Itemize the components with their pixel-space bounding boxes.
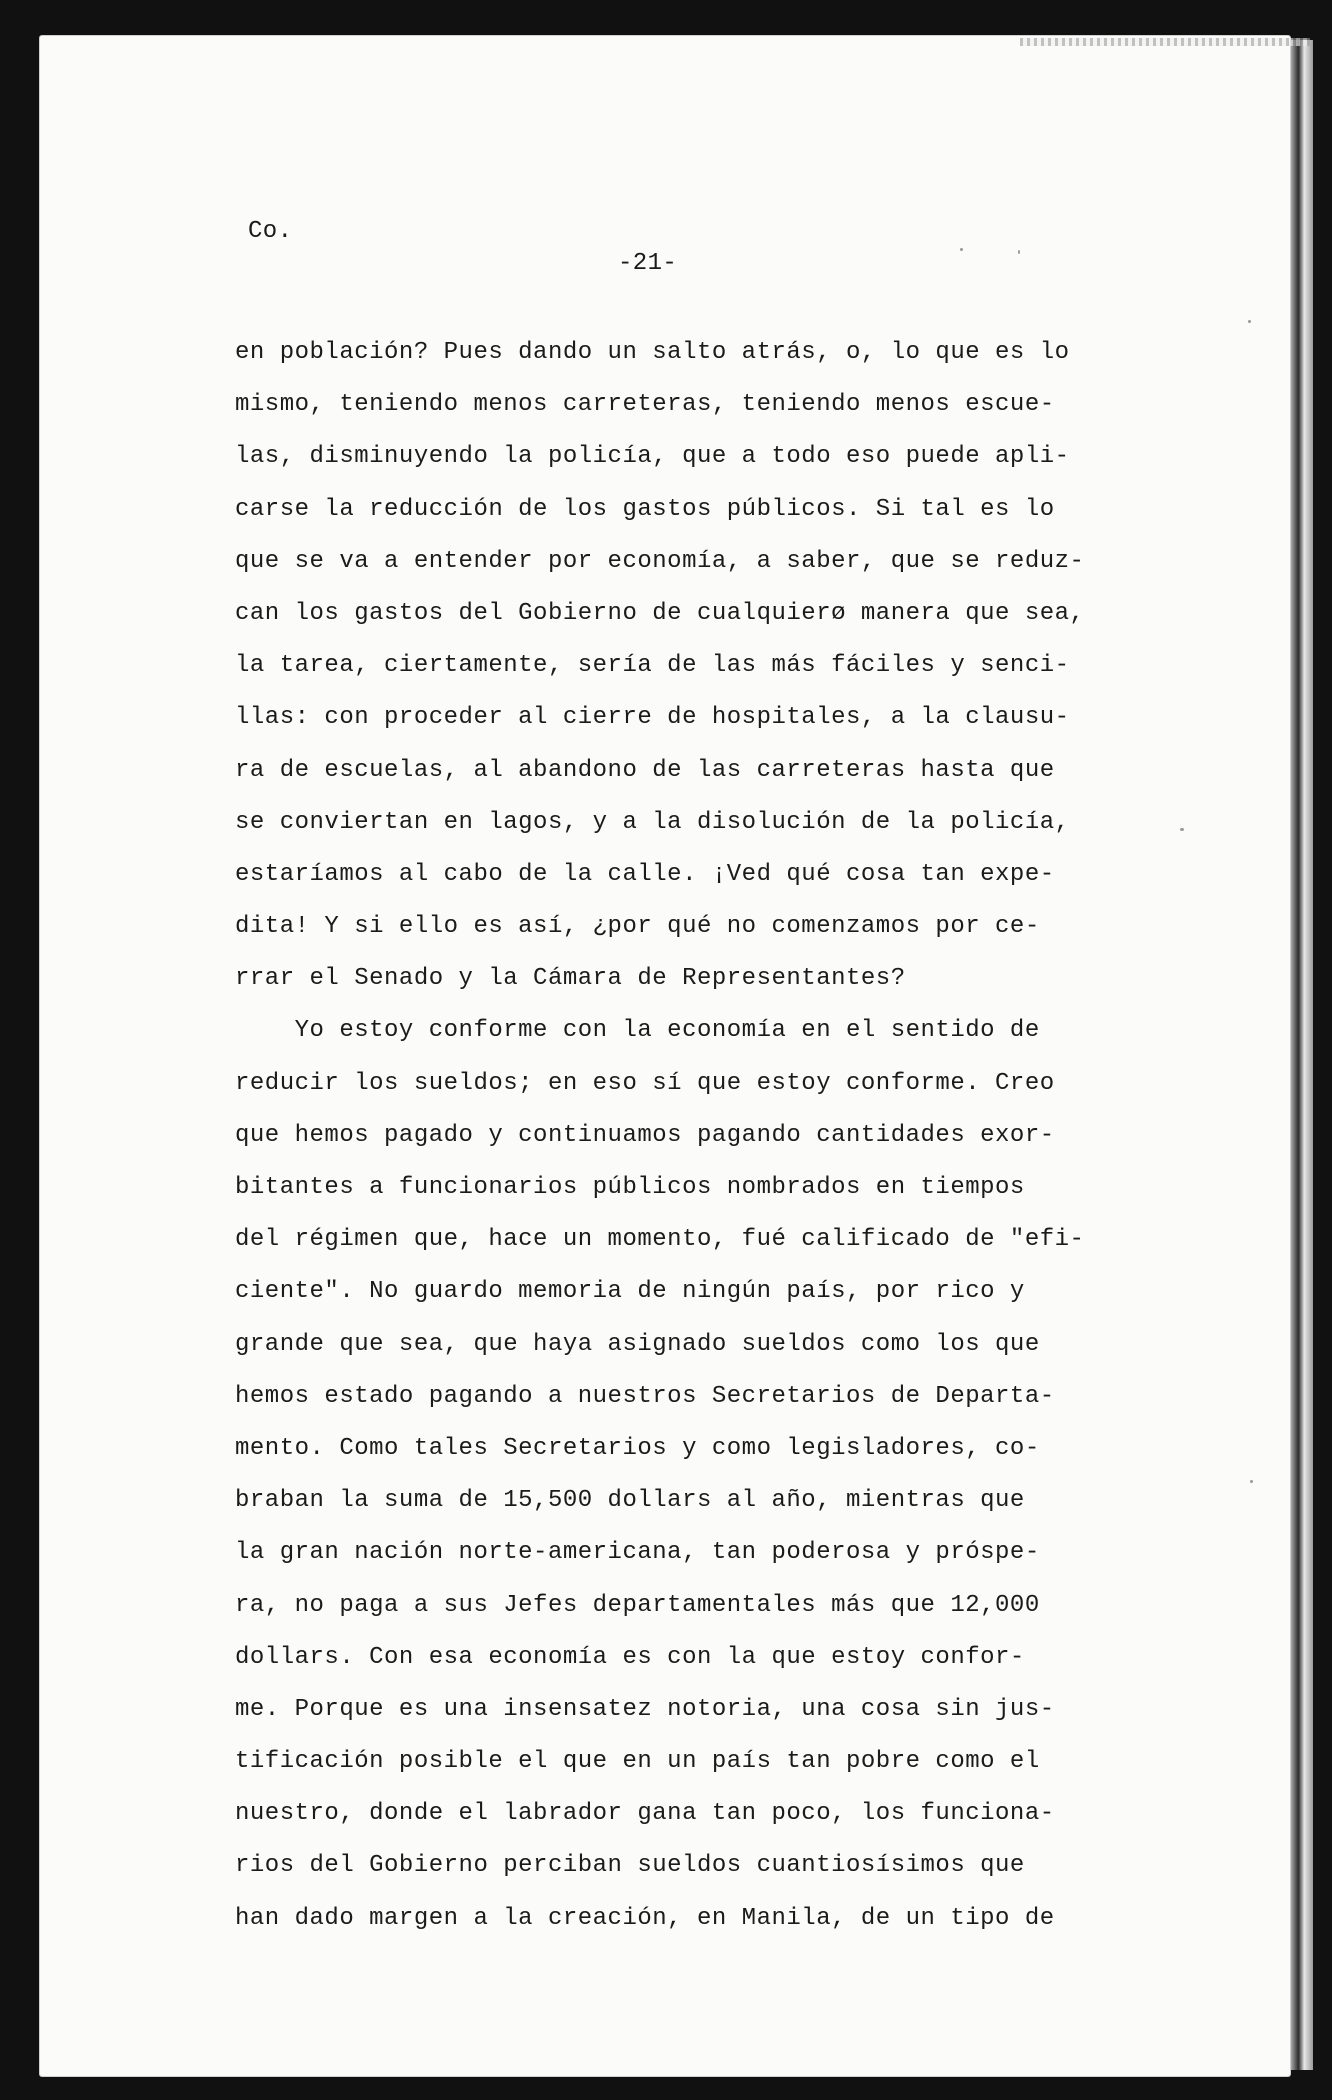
text-line: reducir los sueldos; en eso sí que estoy conforme. Creo (235, 1069, 1055, 1097)
text-line: braban la suma de 15,500 dollars al año, mientras que (235, 1487, 1025, 1515)
text-line: ciente". No guardo memoria de ningún país, por rico y (235, 1278, 1025, 1306)
text-line: grande que sea, que haya asignado sueldos como los que (235, 1330, 1040, 1358)
text-line: mismo, teniendo menos carreteras, teniendo menos escue- (235, 391, 1055, 419)
text-line: las, disminuyendo la policía, que a todo eso puede apli- (235, 443, 1070, 471)
scan-speck (1018, 250, 1020, 254)
scan-speck (960, 248, 963, 251)
text-line: can los gastos del Gobierno de cualquierø manera que sea, (235, 599, 1085, 627)
text-line: bitantes a funcionarios públicos nombrados en tiempos (235, 1174, 1025, 1201)
text-line: la gran nación norte-americana, tan poderosa y próspe- (235, 1539, 1040, 1567)
text-line: rios del Gobierno perciban sueldos cuantiosísimos que (235, 1852, 1025, 1880)
text-line: hemos estado pagando a nuestros Secretarios de Departa- (235, 1382, 1055, 1410)
text-line: mento. Como tales Secretarios y como legisladores, co- (235, 1434, 1040, 1462)
header-mark: Co. (248, 218, 293, 245)
text-line: se conviertan en lagos, y a la disolución de la policía, (235, 808, 1070, 836)
text-line: han dado margen a la creación, en Manila, de un tipo de (235, 1904, 1055, 1932)
text-line: la tarea, ciertamente, sería de las más fáciles y senci- (235, 652, 1070, 680)
text-line: tificación posible el que en un país tan pobre como el (235, 1748, 1040, 1776)
text-line: rrar el Senado y la Cámara de Representantes? (235, 965, 906, 993)
text-line: carse la reducción de los gastos públicos. Si tal es lo (235, 495, 1055, 523)
scan-speck (1250, 1480, 1253, 1483)
scan-speck (1248, 320, 1251, 323)
text-line: estaríamos al cabo de la calle. ¡Ved qué cosa tan expe- (235, 860, 1055, 888)
text-line: dita! Y si ello es así, ¿por qué no comenzamos por ce- (235, 913, 1040, 941)
text-line: ra, no paga a sus Jefes departamentales más que 12,000 (235, 1591, 1040, 1619)
text-line: del régimen que, hace un momento, fué calificado de "efi- (235, 1226, 1085, 1254)
text-line: llas: con proceder al cierre de hospitales, a la clausu- (235, 704, 1070, 732)
scan-artifact (1020, 38, 1310, 46)
text-line: que se va a entender por economía, a saber, que se reduz- (235, 547, 1085, 575)
text-line: dollars. Con esa economía es con la que estoy confor- (235, 1643, 1025, 1671)
text-line: me. Porque es una insensatez notoria, una cosa sin jus- (235, 1695, 1055, 1723)
text-line: que hemos pagado y continuamos pagando cantidades exor- (235, 1121, 1055, 1149)
scan-speck (1180, 828, 1184, 831)
page-number: -21- (618, 250, 678, 277)
text-line: en población? Pues dando un salto atrás, o, lo que es lo (235, 339, 1070, 366)
text-line: nuestro, donde el labrador gana tan poco, los funciona- (235, 1800, 1055, 1828)
text-line: ra de escuelas, al abandono de las carreteras hasta que (235, 756, 1055, 784)
body-text (235, 327, 1135, 1945)
text-line: Yo estoy conforme con la economía en el sentido de (235, 1017, 1040, 1045)
